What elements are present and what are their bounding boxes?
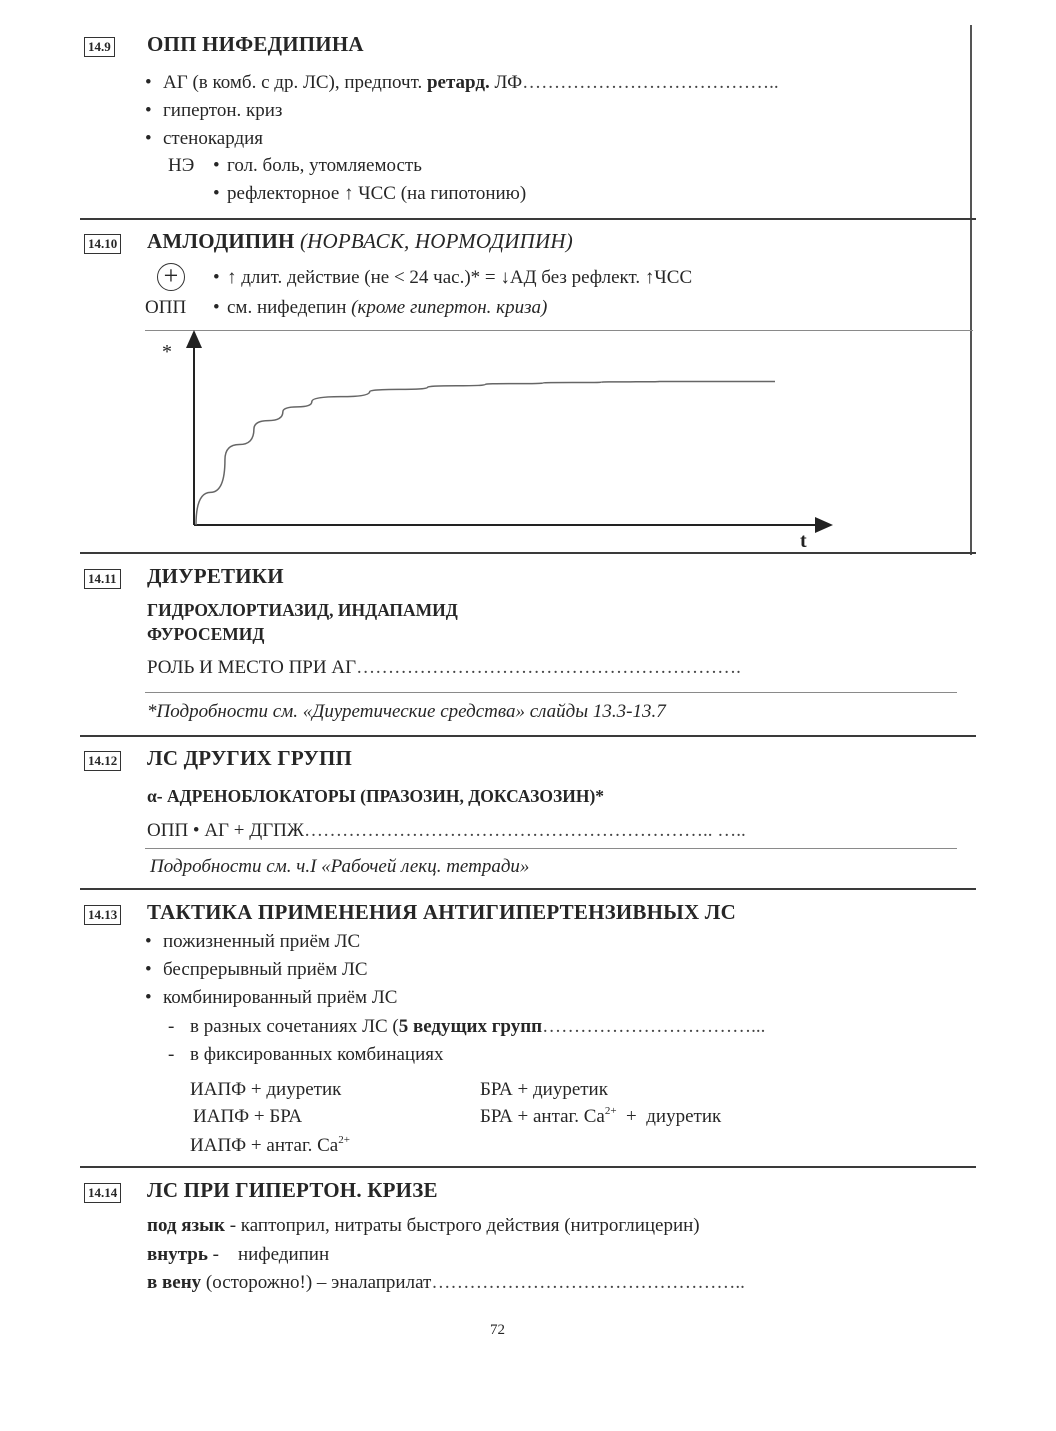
combination: БРА + диуретик xyxy=(480,1079,608,1100)
section-title-14-14: ЛС ПРИ ГИПЕРТОН. КРИЗЕ xyxy=(147,1178,438,1202)
dash-line: - в фиксированных комбинациях xyxy=(168,1044,444,1065)
section-number-14-12: 14.12 xyxy=(84,751,121,771)
divider xyxy=(80,1166,976,1168)
section-title-14-9: ОПП НИФЕДИПИНА xyxy=(147,32,364,56)
divider xyxy=(145,692,957,693)
divider xyxy=(145,848,957,849)
y-axis-label: * xyxy=(162,341,172,363)
bullet-line: • беспрерывный приём ЛС xyxy=(145,959,368,980)
divider xyxy=(80,218,976,220)
amlodipine-opp: • см. нифедепин (кроме гипертон. криза) xyxy=(213,297,548,318)
footnote: *Подробности см. «Диуретические средства» слайды 13.3-13.7 xyxy=(147,701,666,722)
divider xyxy=(80,552,976,554)
role-line: РОЛЬ И МЕСТО ПРИ АГ……………………………………………………. xyxy=(147,657,741,678)
route-line: в вену (осторожно!) – эналаприлат………………………………………….. xyxy=(147,1272,745,1293)
section-title-14-11: ДИУРЕТИКИ xyxy=(147,564,284,588)
section-number-14-9: 14.9 xyxy=(84,37,115,57)
ne-item: • рефлекторное ↑ ЧСС (на гипотонию) xyxy=(213,183,527,204)
bullet-line: • стенокардия xyxy=(145,128,264,149)
divider xyxy=(80,735,976,737)
pharmacokinetic-chart xyxy=(150,330,840,555)
opp-label: ОПП xyxy=(145,297,187,318)
bullet-line: • комбинированный приём ЛС xyxy=(145,987,398,1008)
combination: ИАПФ + антаг. $Ca^{2+}$ xyxy=(190,1134,350,1156)
bullet-line: • гипертон. криз xyxy=(145,100,283,121)
page-number: 72 xyxy=(490,1322,505,1338)
section-number-14-11: 14.11 xyxy=(84,569,121,589)
opp-line: ОПП • АГ + ДГПЖ……………………………………………………….. ….. xyxy=(147,820,746,841)
divider xyxy=(80,888,976,890)
right-border xyxy=(970,25,972,555)
combination: ИАПФ + диуретик xyxy=(190,1079,342,1100)
section-number-14-10: 14.10 xyxy=(84,234,121,254)
section-number-14-14: 14.14 xyxy=(84,1183,121,1203)
combination: БРА + антаг. $Ca^{2+}$ + диуретик xyxy=(480,1105,722,1127)
x-axis-label: t xyxy=(800,530,807,552)
amlodipine-advantage: • ↑ длит. действие (не < 24 час.)* = ↓АД без рефлект. ↑ЧСС xyxy=(213,267,693,288)
bullet-line: • АГ (в комб. с др. ЛС), предпочт. ретард. ЛФ………………………………….. xyxy=(145,72,779,93)
combination: ИАПФ + БРА xyxy=(193,1106,303,1127)
diuretic-drugs: ГИДРОХЛОРТИАЗИД, ИНДАПАМИД xyxy=(147,600,458,620)
dash-line: - в разных сочетаниях ЛС (5 ведущих групп……………………………... xyxy=(168,1016,766,1037)
footnote: Подробности см. ч.I «Рабочей лекц. тетради» xyxy=(150,856,530,877)
ne-label: НЭ xyxy=(168,155,195,176)
bullet-line: • пожизненный приём ЛС xyxy=(145,931,361,952)
concentration-curve xyxy=(196,381,775,525)
plus-circle-icon: + xyxy=(157,263,185,291)
section-number-14-13: 14.13 xyxy=(84,905,121,925)
route-line: внутрь - нифедипин xyxy=(147,1244,330,1265)
alpha-blockers: α- АДРЕНОБЛОКАТОРЫ (ПРАЗОЗИН, ДОКСАЗОЗИН)* xyxy=(147,786,605,806)
ne-item: • гол. боль, утомляемость xyxy=(213,155,422,176)
diuretic-drugs: ФУРОСЕМИД xyxy=(147,624,265,644)
section-title-14-10: АМЛОДИПИН (НОРВАСК, НОРМОДИПИН) xyxy=(147,229,573,253)
section-title-14-13: ТАКТИКА ПРИМЕНЕНИЯ АНТИГИПЕРТЕНЗИВНЫХ ЛС xyxy=(147,900,737,924)
route-line: под язык - каптоприл, нитраты быстрого действия (нитроглицерин) xyxy=(147,1215,700,1236)
section-title-14-12: ЛС ДРУГИХ ГРУПП xyxy=(147,746,353,770)
